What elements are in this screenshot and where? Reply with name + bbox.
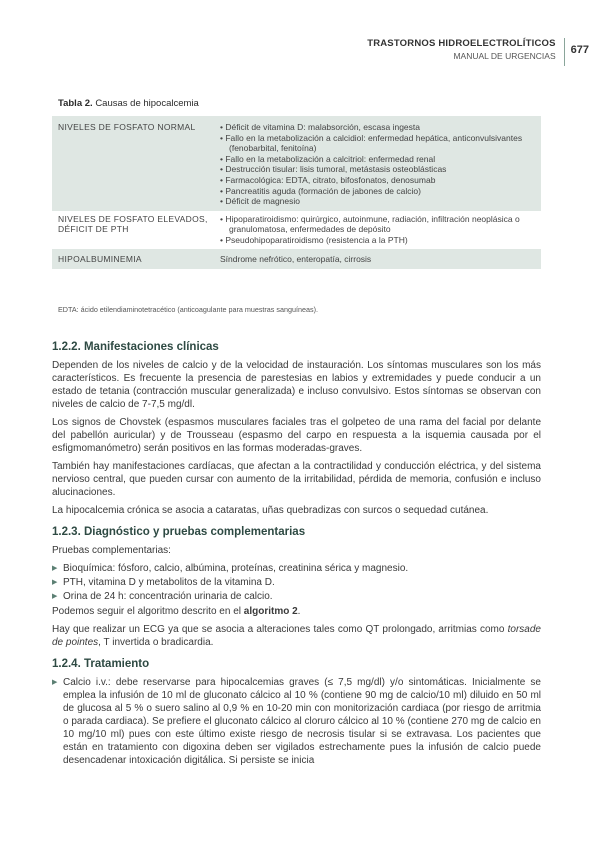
header-subtitle: MANUAL DE URGENCIAS [453,51,556,61]
text-span: Hay que realizar un ECG ya que se asocia a alteraciones tales como QT prolongado, arritmias como [52,624,508,635]
table-list-item: • Fallo en la metabolización a calcitriol: enfermedad renal [220,153,436,164]
italic-term: torsade de pointes [52,624,541,648]
section-heading-tratamiento: 1.2.4. Tratamiento [52,658,150,670]
table-list-item: • Destrucción tisular: lisis tumoral, metástasis osteoblásticas [220,164,447,175]
cause-line-2: DÉFICIT DE PTH [58,224,129,235]
table-list-item: • Hipoparatiroidismo: quirúrgico, autoinmune, radiación, infiltración neoplásica o granulomatosa, enfermedades de depósito [220,213,520,235]
table-row [52,116,541,211]
section-heading-diagnostico: 1.2.3. Diagnóstico y pruebas complementarias [52,526,306,538]
table-label: Tabla 2. [58,98,93,109]
table-list-item: • Pseudohipoparatiroidismo (resistencia a la PTH) [220,234,408,245]
causes-table [52,116,541,269]
header-title: TRASTORNOS HIDROELECTROLÍTICOS [367,38,556,49]
cause-line-1: NIVELES DE FOSFATO ELEVADOS, [58,213,208,224]
paragraph: Dependen de los niveles de calcio y de la velocidad de instauración. Los síntomas musculares son los más característicos. Es frecuente la presencia de parestesias en labios y extremidades y puede conducir a un estado de tetania (contracción muscular generalizada) e incluso convulsivo. Estos síntomas se observan con niveles de calcio de 7-7,5 mg/dl. [52,360,541,410]
table-cause-cell [52,211,214,249]
paragraph-algoritmo [52,605,541,618]
paragraph: También hay manifestaciones cardíacas, que afectan a la contractilidad y conducción eléctrica, y del sistema nervioso central, que pueden cursar con aumento de la irritabilidad, pérdida de memoria, confusión e incluso alucinaciones. [52,461,541,498]
table-cause-cell: HIPOALBUMINEMIA [52,249,214,270]
header-text [367,38,564,66]
table-items-cell [214,211,541,249]
paragraph: La hipocalcemia crónica se asocia a cataratas, uñas quebradizas con surcos o sequedad cutánea. [52,505,489,516]
table-row [52,249,541,270]
table-list-item: • Pancreatitis aguda (formación de jabones de calcio) [220,185,421,196]
table-list-item: • Déficit de magnesio [220,196,300,207]
main-text [52,340,541,769]
table-caption: Causas de hipocalcemia [95,98,199,109]
text-span: . [297,606,301,617]
list-item: ▶ Bioquímica: fósforo, calcio, albúmina, proteínas, creatinina sérica y magnesio. [52,562,541,575]
table-items-cell [214,116,541,211]
paragraph: Pruebas complementarias: [52,545,171,556]
treatment-list [52,676,541,767]
running-header [367,38,589,68]
text-span: Podemos seguir el algoritmo descrito en el [52,606,244,617]
algorithm-reference: algoritmo 2 [243,606,298,617]
list-item: ▶ Orina de 24 h: concentración urinaria de calcio. [52,590,541,603]
paragraph: Los signos de Chovstek (espasmos musculares faciales tras el golpeteo de una rama del facial por delante del pabellón auricular) y de Trousseau (espasmo del carpo en respuesta a la isquemia causada por el esfigmomanómetro) serán positivos en las formas moderadas-graves. [52,417,541,454]
table-list-item: • Fallo en la metabolización a calcidiol: enfermedad hepática, anticonvulsivantes (fenobarbital, fenitoína) [220,132,523,154]
table-items-cell: Síndrome nefrótico, enteropatía, cirrosis [214,249,541,270]
table-cause-cell: NIVELES DE FOSFATO NORMAL [52,116,214,211]
list-item: ▶ Calcio i.v.: debe reservarse para hipocalcemias graves (≤ 7,5 mg/dl) y/o sintomáticas. Inicialmente se emplea la infusión de 10 ml de gluconato cálcico al 10 % (contiene 90 mg de calcio/10 ml) diluido en 50 ml de glucosa al 5 % o suero salino al 0,9 % en 10-20 min con monitorización cardiaca (por riesgo de arritmia o parada cardiaca). Se prefiere el gluconato cálcico al cloruro cálcico al 10 % (contiene 270 mg de calcio en 10 mg/10 ml) pues con este último existe riesgo de necrosis tisular si se extravasa. Los pacientes que están en tratamiento con digoxina deben ser vigilados estrechamente pues la infusión de calcio puede desencadenar intoxicación digitálica. Si persiste se inicia [52,676,541,767]
table-row [52,211,541,249]
table-list-item: • Farmacológica: EDTA, citrato, bifosfonatos, denosumab [220,174,436,185]
paragraph-ecg [52,623,541,649]
table-title [58,98,199,109]
table-list-item: • Déficit de vitamina D: malabsorción, escasa ingesta [220,122,420,132]
page-number: 677 [570,44,589,56]
tests-list [52,562,541,603]
table-note: EDTA: ácido etilendiaminotetracético (anticoagulante para muestras sanguíneas). [58,305,318,314]
section-heading-manifestaciones: 1.2.2. Manifestaciones clínicas [52,341,219,353]
list-item: ▶ PTH, vitamina D y metabolitos de la vitamina D. [52,576,541,589]
text-span: , T invertida o bradicardia. [98,637,214,648]
